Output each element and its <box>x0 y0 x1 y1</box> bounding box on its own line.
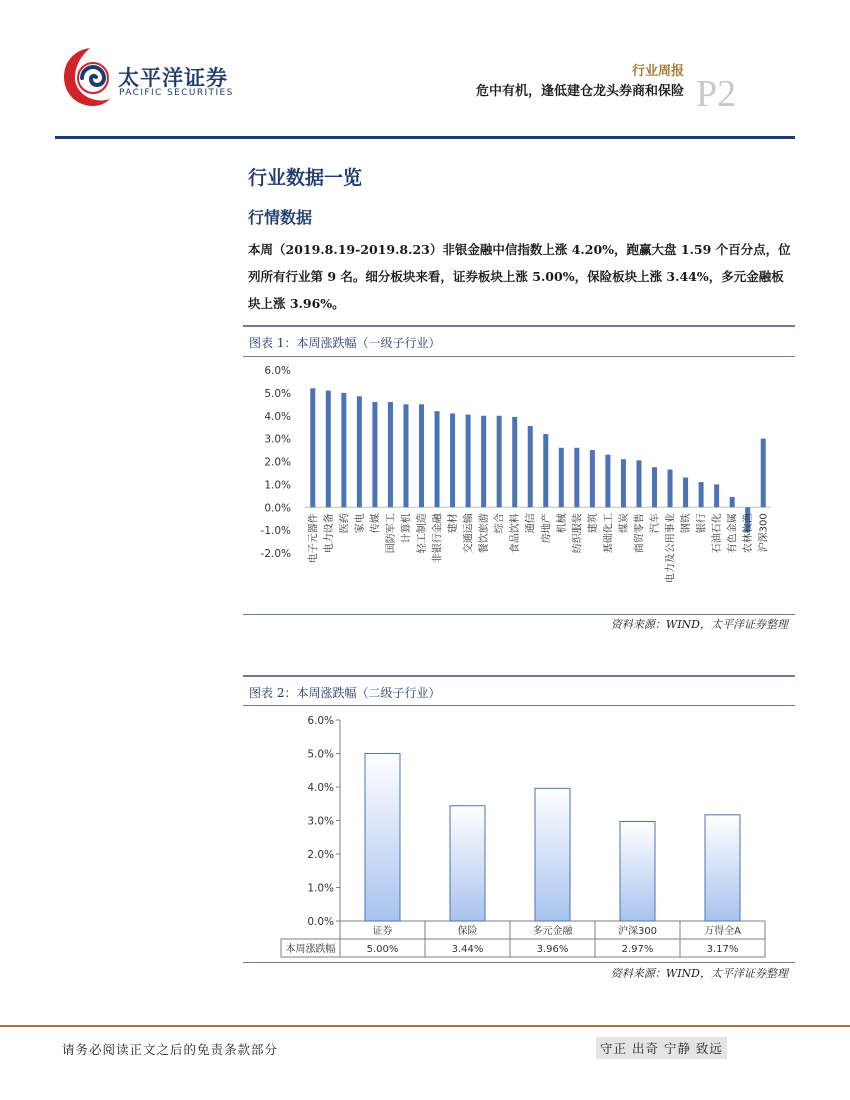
page-number: P2 <box>696 73 737 115</box>
bar <box>326 391 331 508</box>
x-tick-label: 电力及公用事业 <box>665 513 677 584</box>
figure1-top-rule <box>243 325 795 327</box>
bar <box>535 788 570 921</box>
data-table-row-label: 本周涨跌幅 <box>285 944 336 955</box>
bar <box>668 470 673 508</box>
figure2-top-rule <box>243 675 795 677</box>
figure2-bar-chart <box>243 707 795 962</box>
x-tick-label: 建筑 <box>587 513 599 534</box>
bar <box>705 815 740 921</box>
footer-disclaimer: 请务必阅读正文之后的免责条款部分 <box>62 1042 279 1057</box>
bar <box>636 460 641 507</box>
x-tick-label: 医药 <box>339 513 351 534</box>
bar <box>730 497 735 507</box>
figure1-source: 资料来源：WIND，太平洋证券整理 <box>610 618 788 631</box>
bar <box>683 478 688 508</box>
bar <box>341 393 346 507</box>
data-table-value: 2.97% <box>621 944 654 955</box>
x-tick-label: 沪深300 <box>758 513 770 553</box>
bar <box>699 482 704 507</box>
data-table-value: 3.96% <box>536 944 569 955</box>
bar <box>310 388 315 507</box>
bar <box>574 448 579 507</box>
x-tick-label: 保险 <box>457 926 478 937</box>
x-tick-label: 商贸零售 <box>634 513 646 554</box>
x-tick-label: 纺织服装 <box>572 513 584 554</box>
x-tick-label: 有色金属 <box>727 513 739 554</box>
x-tick-label: 通信 <box>525 513 537 534</box>
figure2-title-rule <box>243 705 795 706</box>
section-title: 行业数据一览 <box>248 167 363 189</box>
x-tick-label: 银行 <box>696 513 708 534</box>
y-tick-label: 1.0% <box>264 479 291 492</box>
x-tick-label: 计算机 <box>401 513 413 544</box>
bar <box>450 413 455 507</box>
y-tick-label: 4.0% <box>307 782 334 794</box>
x-tick-label: 煤炭 <box>618 513 630 534</box>
x-tick-label: 非银行金融 <box>432 513 444 564</box>
x-tick-label: 石油石化 <box>712 513 724 554</box>
x-tick-label: 食品饮料 <box>510 513 522 554</box>
x-tick-label: 机械 <box>556 513 568 534</box>
figure1-title: 图表 1：本周涨跌幅（一级子行业） <box>249 336 441 350</box>
bar <box>543 434 548 507</box>
data-table-row-border <box>281 939 765 957</box>
x-tick-label: 家电 <box>354 513 366 534</box>
bar <box>481 416 486 508</box>
header-divider <box>55 136 795 139</box>
bar <box>497 416 502 508</box>
x-tick-label: 农林牧渔 <box>743 513 755 554</box>
y-tick-label: 4.0% <box>264 410 291 423</box>
data-table-value: 3.44% <box>451 944 484 955</box>
figure1-title-rule <box>243 356 795 357</box>
y-tick-label: -1.0% <box>260 525 291 538</box>
x-tick-label: 基础化工 <box>603 513 615 554</box>
bar <box>761 439 766 508</box>
x-tick-label: 沪深300 <box>617 926 658 937</box>
bar <box>365 754 400 922</box>
bar <box>714 484 719 507</box>
x-tick-label: 轻工制造 <box>417 513 428 554</box>
figure1-bottom-rule <box>243 614 795 615</box>
figure1-bar-chart <box>243 358 795 613</box>
y-tick-label: 6.0% <box>264 365 291 377</box>
bar <box>528 426 533 507</box>
bar <box>466 415 471 508</box>
x-tick-label: 餐饮旅游 <box>479 513 491 554</box>
x-tick-label: 房地产 <box>541 513 553 544</box>
bar <box>357 396 362 507</box>
x-tick-label: 交通运输 <box>463 513 475 554</box>
y-tick-label: 5.0% <box>264 387 291 400</box>
bar <box>388 402 393 507</box>
bar <box>435 411 440 507</box>
y-tick-label: 2.0% <box>264 456 291 469</box>
report-title: 危中有机，逢低建仓龙头券商和保险 <box>475 84 684 99</box>
y-tick-label: 3.0% <box>307 815 334 828</box>
x-tick-label: 传媒 <box>370 513 382 534</box>
x-tick-label: 电子元器件 <box>308 513 320 564</box>
bar <box>559 448 564 507</box>
bar <box>450 806 485 921</box>
bar <box>621 459 626 507</box>
figure2-title: 图表 2：本周涨跌幅（二级子行业） <box>249 686 441 700</box>
y-tick-label: 0.0% <box>264 502 291 515</box>
sub-title: 行情数据 <box>248 208 313 227</box>
bar <box>403 404 408 507</box>
market-summary-paragraph: 本周（2019.8.19-2019.8.23）非银金融中信指数上涨 4.20%，跑赢大盘 1.59 个百分点，位列所有行业第 9 名。细分板块来看，证券板块上涨 5.00%，保险板块上涨 3.44%，多元金融板块上涨 3.96%。 <box>248 242 791 311</box>
brand-name-en: PACIFIC SECURITIES <box>119 88 234 98</box>
data-table-value: 3.17% <box>706 944 739 955</box>
y-tick-label: 2.0% <box>307 849 334 861</box>
report-type: 行业周报 <box>631 64 684 79</box>
bar <box>620 822 655 921</box>
figure2-source: 资料来源：WIND，太平洋证券整理 <box>610 967 788 980</box>
x-tick-label: 综合 <box>494 513 506 534</box>
brand-name-cn: 太平洋证券 <box>118 66 228 90</box>
bar <box>605 455 610 508</box>
x-tick-label: 万得全A <box>704 926 741 937</box>
x-tick-label: 国防军工 <box>385 513 397 554</box>
bar <box>590 450 595 507</box>
x-tick-label: 多元金融 <box>532 926 573 937</box>
data-table-value: 5.00% <box>366 944 399 955</box>
x-tick-label: 电力设备 <box>323 513 335 554</box>
x-tick-label: 钢铁 <box>681 513 693 534</box>
footer-motto: 守正 出奇 宁静 致远 <box>596 1037 727 1059</box>
bar <box>652 467 657 507</box>
bar <box>512 417 517 507</box>
pacific-securities-logo-icon <box>60 44 112 110</box>
footer-divider <box>0 1025 850 1027</box>
x-tick-label: 汽车 <box>650 513 661 534</box>
y-tick-label: 0.0% <box>307 916 334 928</box>
figure2-bottom-rule <box>243 962 795 963</box>
bar <box>419 404 424 507</box>
y-tick-label: 5.0% <box>307 748 334 761</box>
y-tick-label: 1.0% <box>307 882 334 895</box>
y-tick-label: 6.0% <box>307 715 334 727</box>
y-tick-label: 3.0% <box>264 433 291 446</box>
x-tick-label: 证券 <box>372 926 393 937</box>
y-tick-label: -2.0% <box>260 548 291 560</box>
x-tick-label: 建材 <box>448 513 460 534</box>
bar <box>372 402 377 507</box>
